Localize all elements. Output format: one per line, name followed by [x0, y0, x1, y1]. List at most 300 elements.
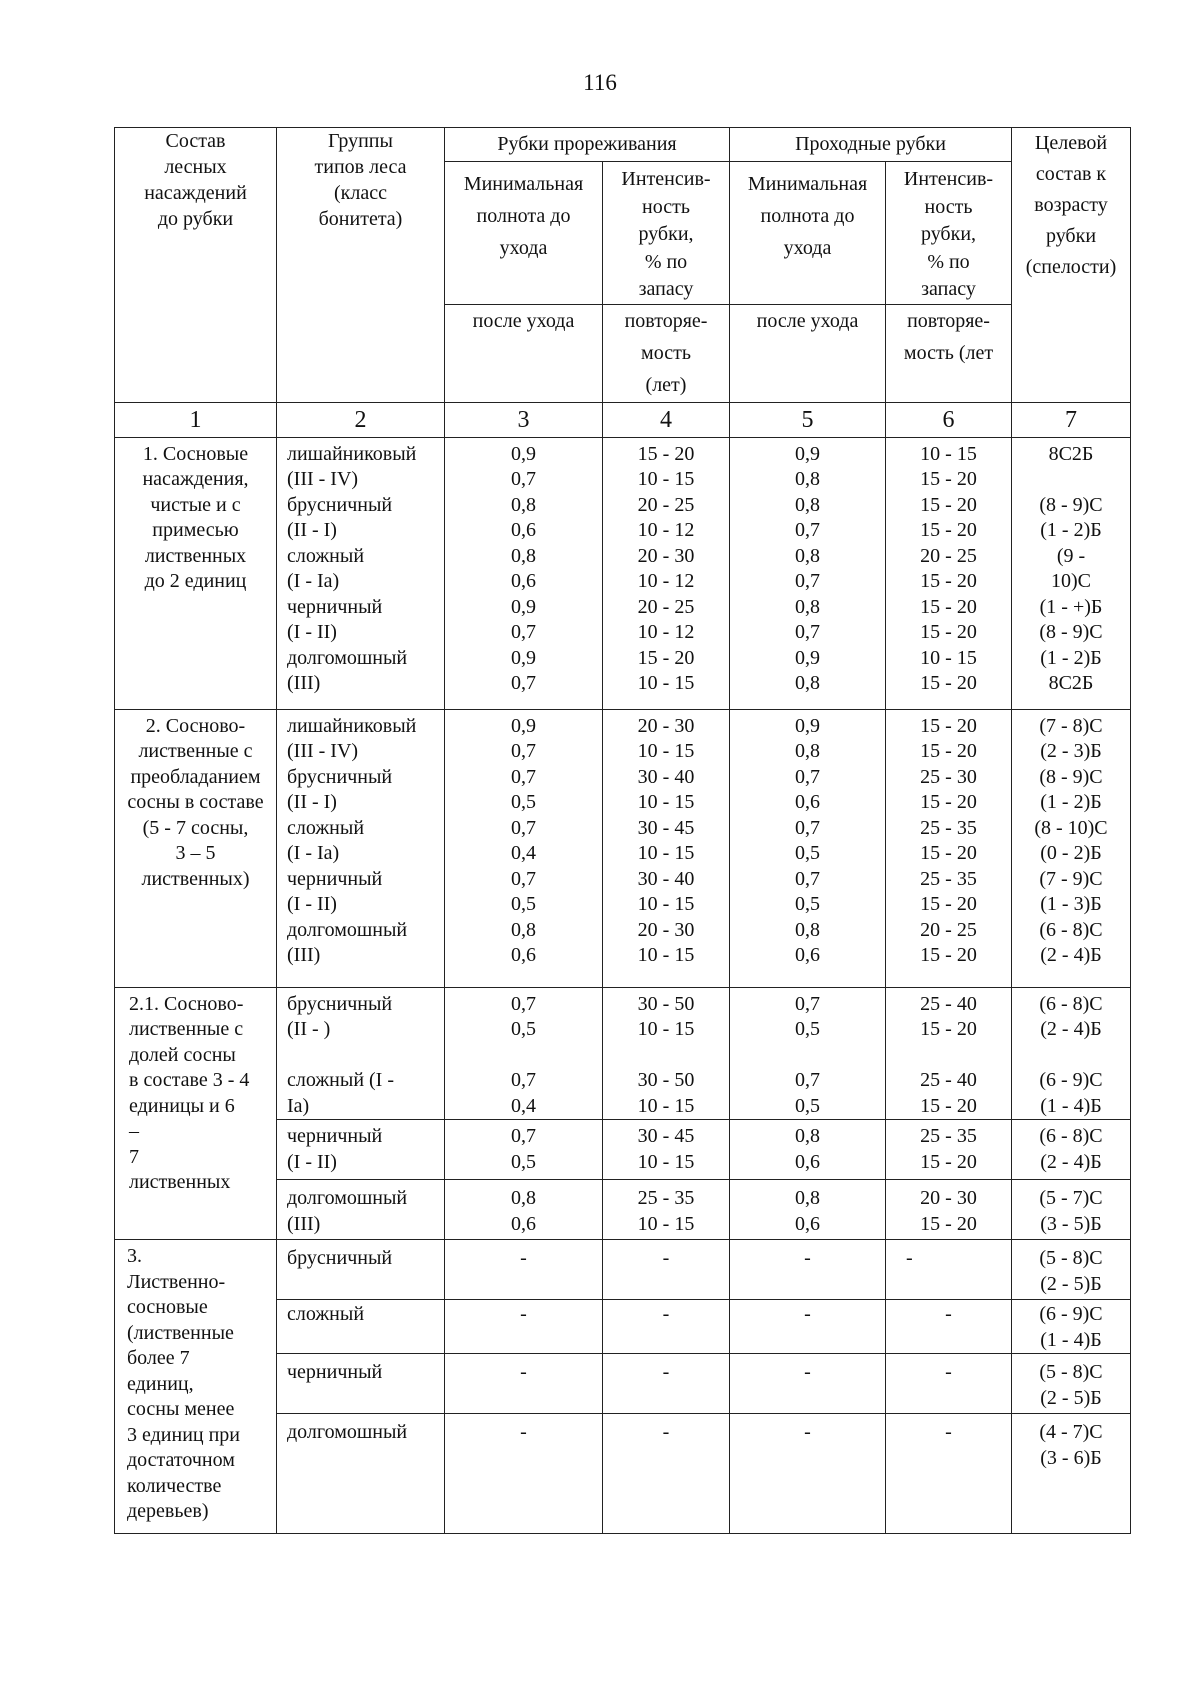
min-density-cell: -: [445, 1354, 603, 1414]
cell-line: [1012, 1043, 1130, 1069]
cell-line: Минимальная: [747, 173, 868, 195]
intensity-cell: [603, 709, 730, 987]
cell-line: мость (лет: [903, 341, 994, 364]
cell-line: 0,9: [511, 595, 536, 618]
cell-line: после ухода: [756, 309, 859, 332]
page-number: 116: [583, 70, 617, 95]
header-thinning-group: [445, 128, 730, 162]
intensity-passing-cell: [886, 1120, 1012, 1180]
composition-cell: [115, 987, 277, 1240]
cell-line: Группы: [328, 130, 393, 152]
cell-line: 0,7: [795, 816, 820, 839]
cell-line: (8 - 10)С: [1034, 816, 1108, 839]
cell-line: 15 - 20: [920, 1150, 977, 1173]
cell-line: 15 - 20: [920, 595, 977, 618]
cell-line: 0,8: [795, 918, 820, 941]
cell-line: насаждений: [144, 182, 247, 204]
cell-line: 30 - 45: [637, 1125, 695, 1147]
cell-line: (5 - 7)С: [1039, 1187, 1103, 1209]
composition-cell: [115, 709, 277, 987]
min-density-cell: [445, 709, 603, 987]
min-density-passing-cell: -: [730, 1414, 886, 1534]
cell-line: (I - Ia): [287, 570, 340, 592]
cell-line: 0,8: [795, 740, 820, 762]
cell-line: 10 - 15: [637, 842, 695, 864]
cell-line: 0,5: [511, 893, 536, 915]
min-density-passing-cell: [730, 1120, 886, 1180]
header-target-composition-lines: [1012, 128, 1130, 283]
min-density-passing-cell: [730, 709, 886, 987]
cell-line: 15 - 20: [920, 944, 977, 966]
cell-line: черничный: [287, 1125, 383, 1147]
cell-line: 0,8: [511, 493, 536, 516]
header-min-density-passing: [730, 162, 886, 305]
cell-line: долгомошный: [287, 1187, 408, 1209]
table-row: [115, 987, 1131, 1120]
header-c5-top: [730, 168, 885, 264]
table-row: [115, 437, 1131, 709]
cell-line: лиственные с: [129, 1018, 244, 1040]
cell-line: 0,8: [511, 918, 536, 941]
cell-line: в составе 3 - 4: [129, 1069, 250, 1091]
header-repeat-thinning: [603, 304, 730, 402]
cell-line: мость: [641, 341, 691, 364]
cell-line: 20 - 30: [637, 714, 695, 737]
cell-line: 30 - 40: [637, 765, 695, 788]
target-composition-cell: [1012, 987, 1131, 1120]
cell-line: 10 - 15: [637, 1018, 695, 1040]
cell-line: 0,9: [511, 646, 536, 669]
cell-line: [287, 1043, 444, 1069]
cell-line: 0,9: [795, 646, 820, 669]
cell-line: Лиственно-: [127, 1270, 226, 1293]
cell-line: деревьев): [127, 1500, 209, 1522]
min-density-cell: [445, 1180, 603, 1240]
cell-line: 20 - 25: [920, 918, 977, 941]
cell-line: 0,7: [795, 1069, 820, 1091]
header-c6-bottom: [886, 305, 1011, 369]
cell-line: черничный: [287, 867, 383, 890]
cell-line: 10 - 15: [637, 893, 695, 915]
header-after-care-passing: [730, 304, 886, 402]
cell-line: лиственные с: [138, 740, 253, 762]
forest-type-cell: [277, 987, 445, 1120]
intensity-cell: -: [603, 1354, 730, 1414]
cell-line: 0,7: [511, 867, 536, 890]
cell-line: преобладанием: [130, 765, 261, 788]
composition-cell: [115, 1240, 277, 1534]
intensity-cell: [603, 1120, 730, 1180]
cell-line: 15 - 20: [920, 740, 977, 762]
cell-line: 0,5: [795, 1018, 820, 1040]
cell-line: 0,8: [795, 544, 820, 567]
cell-line: 0,8: [795, 595, 820, 618]
cell-line: (III): [287, 944, 321, 966]
cell-line: лишайниковый: [287, 714, 417, 737]
target-composition-cell: [1012, 1240, 1131, 1300]
cell-line: (II - I): [287, 519, 337, 541]
cell-line: возрасту: [1034, 194, 1108, 216]
header-target-composition: [1012, 128, 1131, 403]
cell-line: % по: [644, 250, 688, 273]
header-intensity-passing: [886, 162, 1012, 305]
min-density-cell: [445, 437, 603, 709]
cell-line: [445, 1043, 602, 1069]
column-number: 6: [886, 402, 1012, 437]
cell-line: сосновые: [127, 1296, 208, 1318]
intensity-cell: [603, 1180, 730, 1240]
cell-line: до 2 единиц: [144, 570, 247, 592]
cell-line: 25 - 40: [920, 1069, 977, 1091]
intensity-cell: -: [603, 1240, 730, 1300]
cell-line: (1 - 2)Б: [1040, 519, 1102, 541]
min-density-cell: -: [445, 1414, 603, 1534]
cell-line: насаждения,: [142, 468, 249, 490]
min-density-passing-cell: [730, 437, 886, 709]
cell-line: лиственных): [141, 867, 250, 890]
min-density-cell: [445, 1120, 603, 1180]
intensity-passing-cell: [886, 437, 1012, 709]
cell-line: 0,7: [795, 992, 820, 1015]
cell-line: 0,5: [795, 842, 820, 864]
cell-line: брусничный: [287, 992, 393, 1015]
cell-line: (III - IV): [287, 740, 359, 762]
cell-line: 0,8: [511, 1187, 536, 1209]
intensity-cell: -: [603, 1300, 730, 1354]
cell-line: 0,7: [795, 621, 820, 643]
cell-line: (2 - 4)Б: [1040, 1018, 1102, 1040]
cell-line: (5 - 7 сосны,: [142, 816, 249, 839]
cell-line: брусничный: [287, 765, 393, 788]
cell-line: бонитета): [318, 208, 403, 230]
cell-line: 30 - 50: [637, 992, 695, 1015]
cell-line: 0,7: [511, 672, 536, 694]
intensity-passing-cell: -: [886, 1354, 1012, 1414]
cell-line: Состав: [165, 130, 226, 152]
cell-line: 10 - 15: [637, 468, 695, 490]
cell-line: (1 - +)Б: [1039, 595, 1103, 618]
cell-line: (II - I): [287, 791, 337, 813]
cell-line: 25 - 35: [637, 1187, 695, 1209]
cell-line: 30 - 50: [637, 1069, 695, 1091]
cell-line: 10 - 15: [637, 944, 695, 966]
cell-line: типов леса: [314, 156, 407, 178]
cell-line: ность: [642, 195, 690, 218]
cell-line: Целевой: [1034, 132, 1108, 154]
column-number: 4: [603, 402, 730, 437]
cell-line: 10 - 15: [637, 1212, 695, 1235]
cell-line: 25 - 35: [920, 816, 977, 839]
cell-line: 0,8: [795, 493, 820, 516]
cell-line: (6 - 8)С: [1039, 992, 1103, 1015]
cell-line: (класс: [334, 182, 387, 204]
cell-line: 20 - 30: [637, 918, 695, 941]
cell-line: лиственных: [144, 544, 247, 567]
cell-line: 0,8: [795, 468, 820, 490]
cell-line: 8С2Б: [1048, 672, 1094, 694]
column-number: 5: [730, 402, 886, 437]
cell-line: 0,5: [511, 1018, 536, 1040]
cell-line: 15 - 20: [920, 621, 977, 643]
forest-type-cell: черничный: [277, 1354, 445, 1414]
cell-line: единицы и 6: [129, 1094, 235, 1117]
cell-line: 0,6: [511, 944, 536, 966]
cell-line: ность: [924, 195, 973, 218]
cell-line: (2 - 5)Б: [1040, 1272, 1102, 1295]
cell-line: Интенсив-: [903, 168, 994, 190]
cell-line: 10)С: [1051, 570, 1091, 592]
cell-line: 0,9: [511, 714, 536, 737]
cell-line: (1 - 3)Б: [1040, 893, 1102, 915]
min-density-cell: [445, 987, 603, 1120]
cell-line: ухода: [499, 237, 548, 259]
cell-line: 0,6: [795, 1150, 820, 1173]
cell-line: 0,7: [511, 468, 536, 490]
cell-line: 0,6: [511, 519, 536, 541]
header-forest-types-lines: [277, 128, 444, 232]
header-after-care-thinning: [445, 304, 603, 402]
cell-line: запасу: [638, 278, 694, 300]
intensity-cell: [603, 987, 730, 1120]
header-repeat-passing: [886, 304, 1012, 402]
forest-type-cell: брусничный: [277, 1240, 445, 1300]
cell-line: (5 - 8)С: [1039, 1361, 1103, 1383]
cell-line: 15 - 20: [920, 1094, 977, 1117]
cell-line: рубки,: [920, 223, 977, 245]
cell-line: рубки,: [638, 223, 694, 245]
cell-line: полнота до: [476, 205, 571, 227]
cell-line: 0,8: [511, 544, 536, 567]
intensity-passing-cell: [886, 987, 1012, 1120]
cell-line: повторяе-: [907, 309, 990, 332]
cell-line: (III): [287, 672, 321, 694]
cell-line: 10 - 15: [637, 1094, 695, 1117]
cell-line: ухода: [783, 237, 832, 259]
cell-line: после ухода: [472, 309, 575, 332]
cell-line: 0,5: [795, 1094, 820, 1117]
intensity-passing-cell: -: [886, 1300, 1012, 1354]
cell-line: 7: [129, 1145, 139, 1168]
cell-line: 0,6: [795, 1212, 820, 1235]
cell-line: [603, 1043, 729, 1069]
min-density-passing-cell: -: [730, 1300, 886, 1354]
cell-line: повторяе-: [624, 309, 708, 332]
column-number: 7: [1012, 402, 1131, 437]
cell-line: 15 - 20: [920, 1212, 977, 1235]
cell-line: 20 - 30: [637, 544, 695, 567]
cell-line: полнота до: [760, 205, 855, 227]
cell-line: запасу: [921, 278, 976, 300]
cell-line: сосны менее: [127, 1398, 235, 1420]
cell-line: более 7: [127, 1347, 190, 1369]
cell-line: 0,4: [511, 842, 536, 864]
cell-line: 0,5: [511, 1150, 536, 1173]
cell-line: состав к: [1035, 163, 1107, 185]
cell-line: 20 - 25: [920, 544, 977, 567]
header-forest-types: [277, 128, 445, 403]
column-number: 3: [445, 402, 603, 437]
cell-line: 0,7: [795, 519, 820, 541]
cell-line: 3 – 5: [175, 842, 216, 864]
header-passing-label: Проходные рубки: [795, 132, 946, 155]
cell-line: 3.: [127, 1245, 142, 1267]
cell-line: 0,6: [795, 791, 820, 813]
table-row: [115, 709, 1131, 987]
cell-line: 30 - 40: [637, 867, 695, 890]
cell-line: % по: [927, 250, 970, 273]
cell-line: сложный: [287, 816, 365, 839]
cell-line: до рубки: [157, 208, 234, 230]
cell-line: 0,6: [511, 1212, 536, 1235]
cell-line: 0,7: [795, 570, 820, 592]
cell-line: (3 - 6)Б: [1040, 1446, 1102, 1469]
cell-line: рубки: [1045, 225, 1097, 247]
cell-line: примесью: [152, 519, 239, 541]
cell-line: (II - ): [287, 1018, 331, 1040]
cell-line: 10 - 12: [637, 621, 695, 643]
cell-line: долгомошный: [287, 918, 408, 941]
cell-line: 0,8: [795, 672, 820, 694]
cell-line: единиц,: [127, 1372, 194, 1395]
target-composition-cell: [1012, 437, 1131, 709]
header-composition: [115, 128, 277, 403]
cell-line: 30 - 45: [637, 816, 695, 839]
min-density-passing-cell: -: [730, 1354, 886, 1414]
cell-line: (лет): [645, 373, 687, 396]
forest-type-cell: [277, 437, 445, 709]
min-density-cell: -: [445, 1240, 603, 1300]
min-density-cell: -: [445, 1300, 603, 1354]
cell-line: 0,7: [511, 740, 536, 762]
cell-line: 10 - 15: [920, 646, 977, 669]
header-c3-top: [445, 168, 602, 264]
cell-line: 25 - 35: [920, 1125, 977, 1147]
forest-type-cell: долгомошный: [277, 1414, 445, 1534]
cell-line: 0,7: [795, 867, 820, 890]
cell-line: 0,7: [511, 621, 536, 643]
cell-line: 1. Сосновые: [142, 442, 249, 465]
cell-line: 0,9: [795, 442, 820, 465]
cell-line: (III): [287, 1212, 321, 1235]
target-composition-cell: [1012, 1300, 1131, 1354]
forest-thinning-table: [114, 127, 1131, 1534]
header-passing-group: [730, 128, 1012, 162]
cell-line: 25 - 30: [920, 765, 977, 788]
cell-line: 0,7: [795, 765, 820, 788]
cell-line: (7 - 9)С: [1039, 867, 1103, 890]
header-c4-bottom: [603, 305, 729, 401]
cell-line: 25 - 35: [920, 867, 977, 890]
cell-line: (I - II): [287, 893, 337, 915]
cell-line: 10 - 12: [637, 570, 695, 592]
cell-line: 0,7: [511, 1125, 536, 1147]
cell-line: 15 - 20: [920, 1018, 977, 1040]
forest-type-cell: [277, 1180, 445, 1240]
cell-line: (6 - 9)С: [1039, 1303, 1103, 1325]
cell-line: 0,7: [511, 992, 536, 1015]
cell-line: 10 - 12: [637, 519, 695, 541]
cell-line: количестве: [127, 1474, 222, 1497]
cell-line: 15 - 20: [920, 714, 977, 737]
header-min-density-thinning: [445, 162, 603, 305]
cell-line: (1 - 2)Б: [1040, 646, 1102, 669]
cell-line: 15 - 20: [920, 468, 977, 490]
cell-line: (4 - 7)С: [1039, 1421, 1103, 1443]
intensity-passing-cell: -: [886, 1414, 1012, 1534]
cell-line: 0,9: [511, 442, 536, 465]
min-density-passing-cell: [730, 987, 886, 1120]
cell-line: 0,6: [511, 570, 536, 592]
column-number: 2: [277, 402, 445, 437]
cell-line: 20 - 30: [920, 1187, 977, 1209]
cell-line: 0,8: [795, 1125, 820, 1147]
cell-line: Минимальная: [463, 173, 584, 195]
cell-line: 0,5: [511, 791, 536, 813]
table-row: [115, 1240, 1131, 1300]
intensity-passing-cell: [886, 709, 1012, 987]
cell-line: [730, 1043, 885, 1069]
header-c4-top: [603, 166, 729, 304]
forest-type-cell: [277, 1120, 445, 1180]
cell-line: 15 - 20: [920, 842, 977, 864]
target-composition-cell: [1012, 709, 1131, 987]
cell-line: (2 - 5)Б: [1040, 1386, 1102, 1409]
cell-line: 15 - 20: [920, 791, 977, 813]
cell-line: (2 - 4)Б: [1040, 944, 1102, 966]
cell-line: (1 - 4)Б: [1040, 1094, 1102, 1117]
cell-line: (лиственные: [127, 1321, 234, 1344]
cell-line: сложный: [287, 544, 365, 567]
header-composition-lines: [115, 128, 276, 232]
min-density-passing-cell: -: [730, 1240, 886, 1300]
column-number: 1: [115, 402, 277, 437]
cell-line: 0,4: [511, 1094, 536, 1117]
cell-line: (6 - 8)С: [1039, 1125, 1103, 1147]
cell-line: (I - II): [287, 621, 337, 643]
cell-line: 15 - 20: [920, 493, 977, 516]
cell-line: достаточном: [127, 1449, 235, 1471]
header-c6-top: [886, 166, 1011, 304]
cell-line: 15 - 20: [637, 646, 695, 669]
header-c3-bottom: [445, 305, 602, 337]
cell-line: (I - Ia): [287, 842, 340, 864]
cell-line: 15 - 20: [920, 570, 977, 592]
cell-line: 0,7: [511, 1069, 536, 1091]
cell-line: (III - IV): [287, 468, 359, 490]
cell-line: (3 - 5)Б: [1040, 1212, 1102, 1235]
cell-line: 10 - 15: [920, 442, 977, 465]
forest-type-cell: [277, 709, 445, 987]
cell-line: (7 - 8)С: [1039, 714, 1103, 737]
cell-line: 20 - 25: [637, 493, 695, 516]
cell-line: лиственных: [129, 1171, 231, 1193]
cell-line: Ia): [287, 1094, 310, 1117]
cell-line: 2.1. Сосново-: [129, 992, 244, 1015]
cell-line: 0,7: [511, 765, 536, 788]
cell-line: (5 - 8)С: [1039, 1247, 1103, 1269]
cell-line: 20 - 25: [637, 595, 695, 618]
cell-line: 10 - 15: [637, 1150, 695, 1173]
composition-cell: [115, 437, 277, 709]
cell-line: 15 - 20: [920, 672, 977, 694]
column-number-row: [115, 402, 1131, 437]
cell-line: (8 - 9)С: [1039, 621, 1103, 643]
cell-line: [1012, 467, 1130, 493]
cell-line: (6 - 9)С: [1039, 1069, 1103, 1091]
target-composition-cell: [1012, 1414, 1131, 1534]
cell-line: 0,8: [795, 1187, 820, 1209]
header-thinning-label: Рубки прореживания: [497, 132, 677, 155]
